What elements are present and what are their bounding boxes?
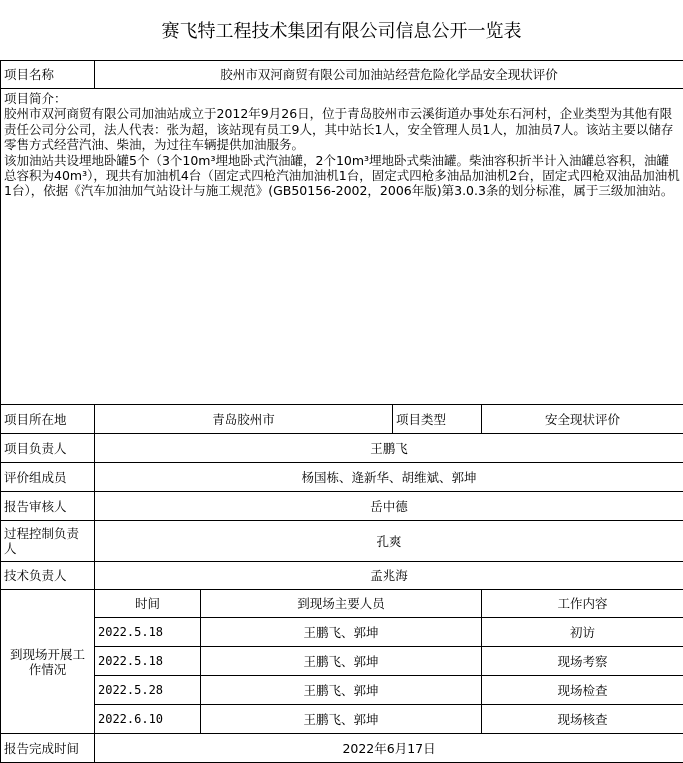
site-work-header-row xyxy=(1,590,683,618)
process-control-row xyxy=(1,521,683,562)
process-control-value: 孔爽 xyxy=(95,521,683,562)
site-work-content: 初访 xyxy=(482,618,683,647)
summary-row xyxy=(1,89,683,405)
site-work-time: 2022.5.18 xyxy=(95,647,201,676)
site-work-content: 现场核查 xyxy=(482,705,683,734)
location-label: 项目所在地 xyxy=(1,405,95,434)
reviewer-value: 岳中德 xyxy=(95,492,683,521)
site-work-people: 王鹏飞、郭坤 xyxy=(201,705,482,734)
team-value: 杨国栋、逄新华、胡维斌、郭坤 xyxy=(95,463,683,492)
leader-row xyxy=(1,434,683,463)
site-work-label: 到现场开展工作情况 xyxy=(1,590,95,734)
process-control-label: 过程控制负责人 xyxy=(1,521,95,562)
completion-value: 2022年6月17日 xyxy=(95,734,683,763)
table-row xyxy=(1,676,683,705)
site-work-time-header: 时间 xyxy=(95,590,201,618)
table-row xyxy=(1,647,683,676)
site-work-content-header: 工作内容 xyxy=(482,590,683,618)
location-value: 青岛胶州市 xyxy=(95,405,393,434)
project-type-label: 项目类型 xyxy=(393,405,482,434)
summary-label: 项目简介： xyxy=(4,91,67,106)
site-work-people: 王鹏飞、郭坤 xyxy=(201,618,482,647)
leader-value: 王鹏飞 xyxy=(95,434,683,463)
reviewer-label: 报告审核人 xyxy=(1,492,95,521)
project-name-label: 项目名称 xyxy=(1,61,95,89)
site-work-content: 现场检查 xyxy=(482,676,683,705)
summary-paragraph-2: 该加油站共设埋地卧罐5个（3个10m³埋地卧式汽油罐，2个10m³埋地卧式柴油罐。柴油容积折半计入油罐总容积，油罐总容积为40m³），现共有加油机4台（固定式四枪汽油加油机1台，固定式四枪多油品加油机2台，固定式四枪双油品加油机1台），依据《汽车加油加气站设计与施工规范》(GB50156-2002，2006年版)第3.0.3条的划分标准，属于三级加油站。 xyxy=(4,152,680,199)
site-work-content: 现场考察 xyxy=(482,647,683,676)
site-work-people: 王鹏飞、郭坤 xyxy=(201,647,482,676)
info-table xyxy=(0,60,683,763)
technical-value: 孟兆海 xyxy=(95,562,683,590)
technical-row xyxy=(1,562,683,590)
summary-paragraph-1: 胶州市双河商贸有限公司加油站成立于2012年9月26日，位于青岛胶州市云溪街道办事处东石河村，企业类型为其他有限责任公司分公司，法人代表：张为超，该站现有员工9人，其中站长1人，安全管理人员1人，加油员7人。该站主要以储存零售方式经营汽油、柴油，为过往车辆提供加油服务。 xyxy=(4,106,674,153)
page-title: 赛飞特工程技术集团有限公司信息公开一览表 xyxy=(161,21,522,42)
project-type-value: 安全现状评价 xyxy=(482,405,683,434)
location-row xyxy=(1,405,683,434)
team-label: 评价组成员 xyxy=(1,463,95,492)
site-work-people: 王鹏飞、郭坤 xyxy=(201,676,482,705)
site-work-time: 2022.5.28 xyxy=(95,676,201,705)
table-row xyxy=(1,618,683,647)
project-summary xyxy=(1,89,683,405)
table-row xyxy=(1,705,683,734)
site-work-people-header: 到现场主要人员 xyxy=(201,590,482,618)
site-work-time: 2022.6.10 xyxy=(95,705,201,734)
completion-row xyxy=(1,734,683,763)
project-name-row xyxy=(1,61,683,89)
site-work-time: 2022.5.18 xyxy=(95,618,201,647)
team-row xyxy=(1,463,683,492)
technical-label: 技术负责人 xyxy=(1,562,95,590)
reviewer-row xyxy=(1,492,683,521)
completion-label: 报告完成时间 xyxy=(1,734,95,763)
leader-label: 项目负责人 xyxy=(1,434,95,463)
project-name-value: 胶州市双河商贸有限公司加油站经营危险化学品安全现状评价 xyxy=(95,61,683,89)
